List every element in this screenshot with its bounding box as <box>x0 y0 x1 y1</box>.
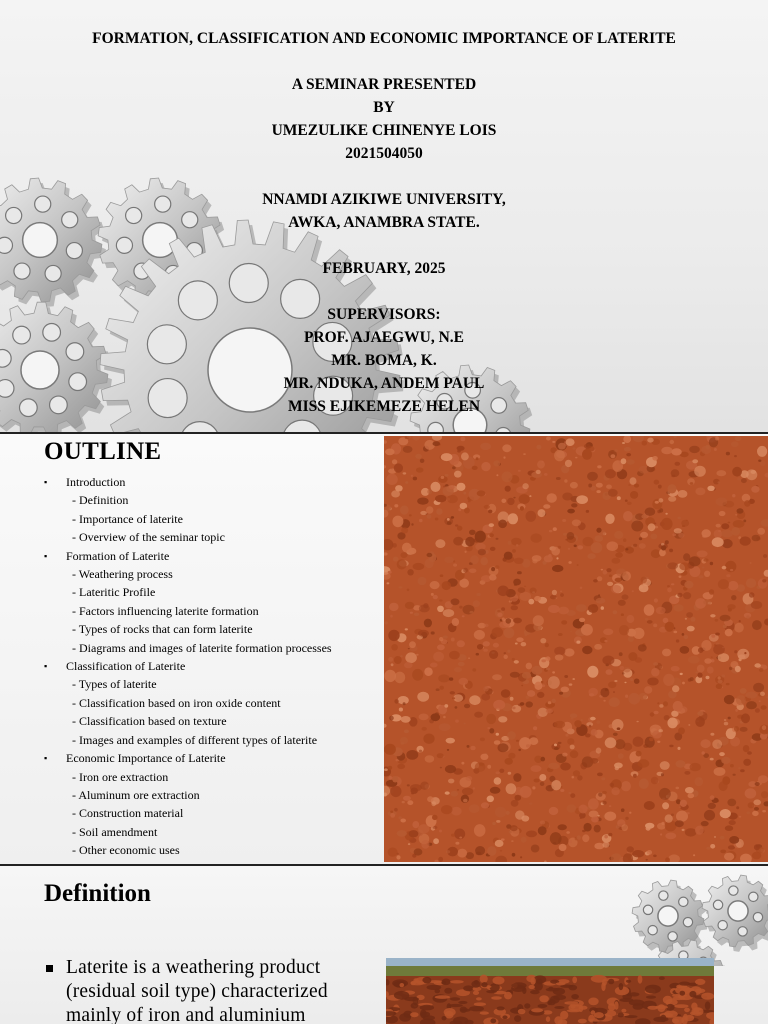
definition-line: (residual soil type) characterized <box>66 981 328 1002</box>
gear-icon <box>702 875 768 952</box>
outline-subitem: - Iron ore extraction <box>72 769 169 784</box>
outline-subitem: - Diagrams and images of laterite formation processes <box>72 640 332 655</box>
bullet-icon: ▪ <box>44 661 48 672</box>
bullet-icon: ▪ <box>44 477 48 487</box>
outline-subitem: - Importance of laterite <box>72 511 183 526</box>
bullet-icon: ▪ <box>44 550 48 561</box>
outline-subitem: - Overview of the seminar topic <box>72 530 225 545</box>
university-location: AWKA, ANAMBRA STATE. <box>288 214 480 231</box>
outline-subitem: - Construction material <box>72 806 184 821</box>
supervisor-4: MISS EJIKEMEZE HELEN <box>287 398 481 415</box>
outline-subitem: - Definition <box>72 493 129 508</box>
outline-subitem: - Classification based on iron oxide content <box>72 695 281 710</box>
outline-list <box>44 473 384 860</box>
outline-subitem: - Images and examples of different types of laterite <box>72 732 318 747</box>
bullet-icon: ▪ <box>44 753 48 764</box>
supervisors-heading: SUPERVISORS: <box>327 306 441 323</box>
presenter-name: UMEZULIKE CHINENYE LOIS <box>271 122 497 139</box>
by-line: BY <box>373 99 395 116</box>
gears-corner-illustration <box>628 866 768 966</box>
registration-number: 2021504050 <box>345 145 423 162</box>
supervisor-2: MR. BOMA, K. <box>331 352 437 369</box>
outline-slide <box>0 434 768 864</box>
presentation-date: FEBRUARY, 2025 <box>322 260 446 277</box>
laterite-soil-image <box>384 436 768 862</box>
outline-subitem: - Other economic uses <box>72 843 180 858</box>
outline-item: ▪ Classification of Laterite <box>44 657 384 675</box>
outline-subitem: - Factors influencing laterite formation <box>72 603 259 618</box>
outline-subitem: - Classification based on texture <box>72 714 227 729</box>
outline-subitem: - Lateritic Profile <box>72 585 156 600</box>
definition-heading: Definition <box>44 880 151 907</box>
outline-subitem: - Types of laterite <box>72 677 157 692</box>
title-slide <box>0 0 768 432</box>
outline-subitem: - Aluminum ore extraction <box>72 787 200 802</box>
university-name: NNAMDI AZIKIWE UNIVERSITY, <box>262 191 506 208</box>
outline-item: ▪ Economic Importance of Laterite <box>44 749 384 767</box>
definition-slide <box>0 866 768 1024</box>
outline-subitem: - Types of rocks that can form laterite <box>72 622 253 637</box>
presented-line: A SEMINAR PRESENTED <box>291 76 477 93</box>
outline-subitem: - Soil amendment <box>72 824 158 839</box>
supervisor-1: PROF. AJAEGWU, N.E <box>303 329 465 346</box>
outline-item: ▪ Introduction <box>44 473 384 491</box>
definition-line: Laterite is a weathering product <box>44 956 364 980</box>
outline-subitem: - Weathering process <box>72 567 173 582</box>
definition-body <box>44 956 364 1024</box>
laterite-field-photo <box>386 958 714 1024</box>
title-text-block <box>0 27 768 418</box>
seminar-title: FORMATION, CLASSIFICATION AND ECONOMIC IMPORTANCE OF LATERITE <box>92 30 676 47</box>
outline-item: ▪ Formation of Laterite <box>44 547 384 565</box>
definition-line: mainly of iron and aluminium <box>66 1005 306 1024</box>
supervisor-3: MR. NDUKA, ANDEM PAUL <box>283 375 485 392</box>
outline-heading: OUTLINE <box>44 438 162 465</box>
